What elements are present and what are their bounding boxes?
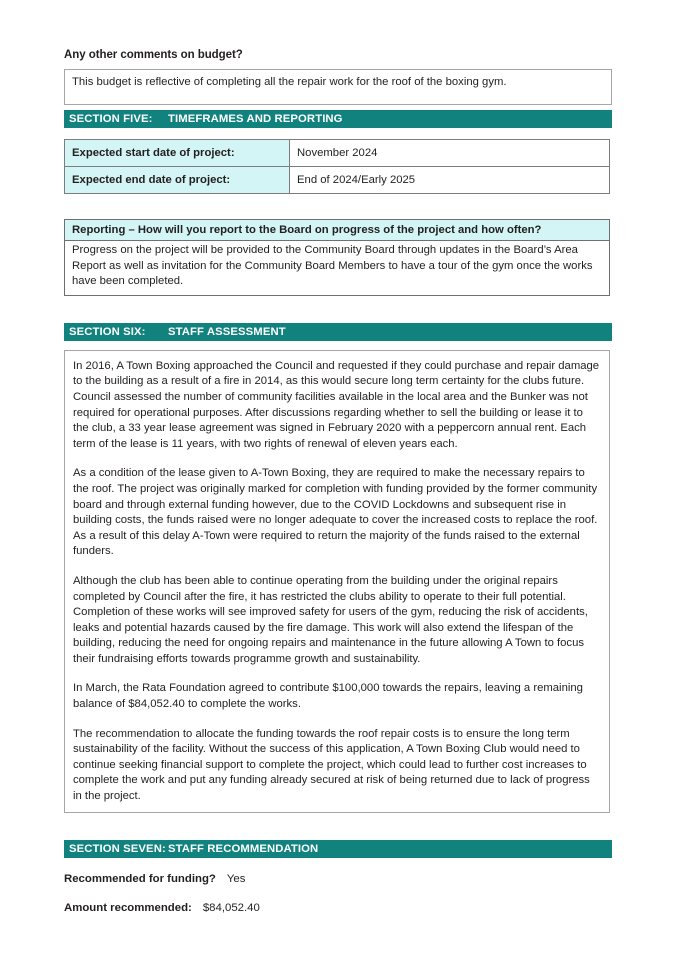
section-seven-number: SECTION SEVEN: [69,842,166,855]
reporting-answer-text: Progress on the project will be provided to the Community Board through updates in the Board’s Area Report as well as invitation for the Community Board Members to have a tour of the gym once the works have been completed. [72,244,593,288]
reporting-question-label: Reporting – How will you report to the Board on progress of the project and how often? [64,219,610,241]
section-six-title: STAFF ASSESSMENT [168,325,286,338]
reporting-answer-box [64,241,610,296]
amount-recommended-value: $84,052.40 [202,901,260,914]
section-six-header [64,323,612,341]
end-date-value: End of 2024/Early 2025 [290,167,610,194]
reporting-block [64,219,610,296]
timeframes-table [64,139,610,194]
assessment-paragraph: As a condition of the lease given to A-Town Boxing, they are required to make the necessary repairs to the roof. The project was originally marked for completion with funding provided by the former community board and through external funding however, due to the COVID Lockdowns and subsequent rise in building costs, the funds raised were no longer adequate to cover the increased costs to replace the roof. As a result of this delay A-Town were required to return the majority of the funds raised to the external funders. [73,467,598,558]
section-seven-header [64,840,612,858]
amount-recommended-row [64,900,612,916]
staff-assessment-box [64,350,610,813]
table-row [65,140,610,167]
assessment-paragraph: Although the club has been able to continue operating from the building under the original repairs completed by Council after the fire, it has restricted the clubs ability to operate to their full potential. Completion of these works will see improved safety for users of the gym, reducing the risk of accidents, leaks and potential hazards caused by the fire damage. This work will also extend the lifespan of the building, reducing the need for ongoing repairs and maintenance in the future allowing A Town to focus their fundraising efforts towards programme growth and sustainability. [73,574,588,665]
section-five-header [64,110,612,128]
section-six-number: SECTION SIX: [69,325,146,338]
section-seven-title: STAFF RECOMMENDATION [168,842,319,855]
start-date-value: November 2024 [290,140,610,167]
section-five-title: TIMEFRAMES AND REPORTING [168,113,343,125]
end-date-label: Expected end date of project: [65,167,290,194]
budget-question-label: Any other comments on budget? [64,49,243,61]
table-row [65,167,610,194]
section-five-number: SECTION FIVE: [69,113,153,125]
start-date-label: Expected start date of project: [65,140,290,167]
amount-recommended-label: Amount recommended: [64,901,192,914]
assessment-paragraph: The recommendation to allocate the funding towards the roof repair costs is to ensure the long term sustainability of the facility. Without the success of this application, A Town Boxing Club would need to continue seeking financial support to complete the project, which could lead to further cost increases to complete the work and put any funding already secured at risk of being returned due to lack of progress in the project. [73,727,590,803]
recommended-for-funding-label: Recommended for funding? [64,872,216,885]
recommended-for-funding-row [64,871,612,887]
recommended-for-funding-value: Yes [226,872,246,885]
assessment-paragraph: In 2016, A Town Boxing approached the Council and requested if they could purchase and repair damage to the building as a result of a fire in 2014, as this would secure long term certainty for the clubs future. Council assessed the number of community facilities available in the local area and the Bunker was not required for operational purposes. After discussions regarding whether to sell the building or lease it to the club, a 33 year lease agreement was signed in February 2020 with a peppercorn annual rent. Each term of the lease is 11 years, with two rights of renewal of eleven years each. [73,359,600,450]
assessment-paragraph: In March, the Rata Foundation agreed to contribute $100,000 towards the repairs, leaving a remaining balance of $84,052.40 to complete the works. [73,682,583,711]
budget-answer-box [64,69,612,105]
budget-answer-text: This budget is reflective of completing all the repair work for the roof of the boxing gym. [72,76,507,88]
